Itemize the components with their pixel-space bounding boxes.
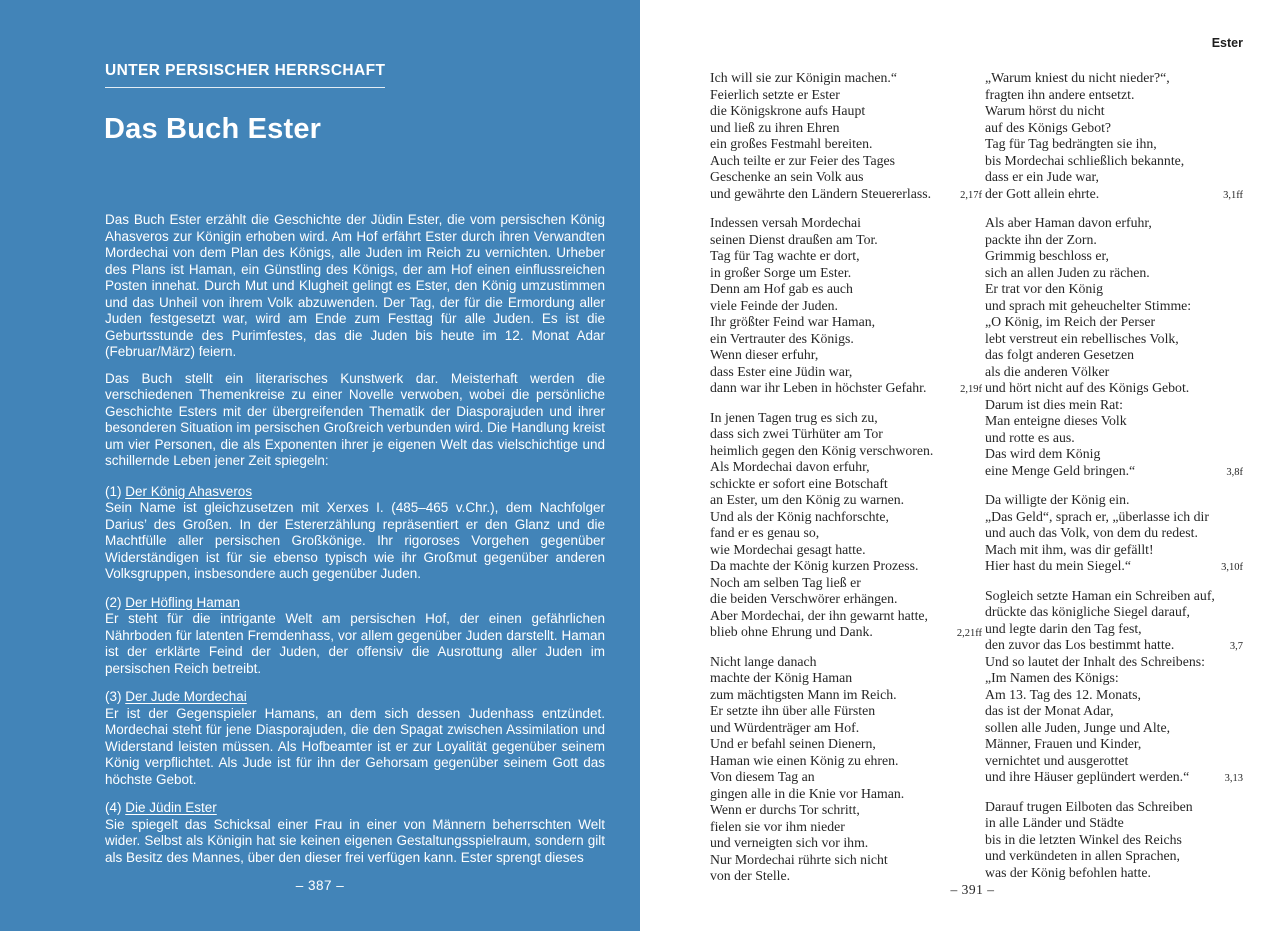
item-title: Der König Ahasveros [125,483,253,499]
verse-reference: 3,8f [1226,466,1243,478]
verse-line: ein Vertrauter des Königs. [710,330,854,346]
verse-line: fragten ihn andere entsetzt. [985,86,1135,102]
item-number: (4) [105,800,126,815]
stanza [985,588,1243,786]
verse-line: viele Feinde der Juden. [710,297,838,313]
verse-line: Auch teilte er zur Feier des Tages [710,152,895,168]
verse-line: Nicht lange danach [710,653,817,669]
verse-line: bis Mordechai schließlich bekannte, [985,152,1185,168]
verse-line: Warum hörst du nicht [985,103,1105,118]
verse-line: sollen alle Juden, Junge und Alte, [985,719,1171,735]
verse-line: und verkündeten in allen Sprachen, [985,848,1181,863]
section-header: UNTER PERSISCHER HERRSCHAFT [105,62,385,88]
character-item [105,800,605,866]
verse-line: Da willigte der König ein. [985,492,1130,507]
verse-line: Man enteigne dieses Volk [985,413,1127,428]
verse-line: lebt verstreut ein rebellisches Volk, [985,330,1179,346]
verse-line: fand er es genau so, [710,525,820,540]
stanza [985,215,1243,479]
verse-line: Ich will sie zur Königin machen.“ [710,70,897,85]
verse-line: und verneigten sich vor ihm. [710,835,869,850]
verse-line: Das wird dem König [985,446,1101,461]
verse-line: schickte er sofort eine Botschaft [710,475,888,491]
verse-line: Geschenke an sein Volk aus [710,169,864,184]
item-number: (2) [105,594,126,610]
verse-line: Und so lautet der Inhalt des Schreibens: [985,653,1205,669]
running-header: Ester [1211,36,1243,50]
verse-line: von der Stelle. [710,868,791,883]
verse-line: und legte darin den Tag fest, [985,620,1142,636]
verse-line: machte der König Haman [710,670,853,685]
verse-line: auf des Königs Gebot? [985,119,1112,135]
verse-line: Ihr größter Feind war Haman, [710,314,876,329]
verse-line: den zuvor das Los bestimmt hatte. 3,7 [985,637,1243,652]
verse-line: Männer, Frauen und Kinder, [985,736,1142,751]
verse-line: Mach mit ihm, was dir gefällt! [985,541,1154,557]
verse-line: Und er befahl seinen Dienern, [710,736,876,751]
verse-line: zum mächtigsten Mann im Reich. [710,686,897,702]
verse-line: seinen Dienst draußen am Tor. [710,231,878,247]
verse-reference: 3,10f [1221,562,1243,573]
item-body: Er ist der Gegenspieler Hamans, an dem sich dessen Judenhass entzündet. Mordechai steht für jene Diasporajuden, die den Spagat zwischen Assimilation und Widerstand leisten müssen. Als Hofbeamter ist er zur Loyalität gegenüber seinem König verpflichtet. Als Jude ist für ihn der Gehorsam gegenüber seinem Gott das höchste Gebot. [105,705,605,787]
stanza [985,70,1243,202]
verse-line: und ließ zu ihren Ehren [710,119,840,135]
item-body: Sein Name ist gleichzusetzen mit Xerxes I. (485–465 v.Chr.), dem Nachfolger Darius’ des Großen. In der Estererzählung repräsentiert er den Glanz und die Machtfülle aller persischen Großkönige. Ihr rigoroses Vorgehen gegenüber Widerständigen ist für sie ebenso typisch wie ihr Großmut gegenüber anderen Volksgruppen, insbesondere auch gegenüber Juden. [105,500,605,581]
verse-line: und gewährte den Ländern Steuererlass. 2,17f [710,185,982,201]
item-heading [105,595,605,612]
verse-line: der Gott allein ehrte. 3,1ff [985,185,1243,201]
verse-line: fielen sie vor ihm nieder [710,818,845,834]
character-item [105,689,605,788]
verse-line: Haman wie einen König zu ehren. [710,752,899,768]
verse-line: Als Mordechai davon erfuhr, [710,459,870,474]
introduction-text [105,212,605,878]
verse-line: eine Menge Geld bringen.“ 3,8f [985,462,1243,478]
left-page-number: – 387 – [295,878,345,893]
intro-paragraph: Das Buch Ester erzählt die Geschichte der Jüdin Ester, die vom persischen König Ahasveros zur Königin erhoben wird. Am Hof erfährt Ester durch ihren Verwandten Mordechai von dem Plan des Königs, alle Juden im Reich zu vernichten. Urheber des Plans ist Haman, ein Günstling des Königs, der am Hof einen einflussreichen Posten innehat. Durch Mut und Klugheit gelingt es Ester, den König umzustimmen und das Unheil von ihrem Volk abzuwenden. Der Tag, der für die Ermordung aller Juden festgesetzt war, wird am Ende zum Festtag für alle Juden. Es ist die Geburtsstunde des Purimfestes, das die Juden bis heute im 12. Monat Adar (Februar/März) feiern. [105,212,605,359]
verse-line: vernichtet und ausgerottet [985,752,1129,768]
verse-line: Tag für Tag bedrängten sie ihn, [985,136,1157,151]
verse-line: Aber Mordechai, der ihn gewarnt hatte, [710,607,928,623]
verse-column-left [710,70,982,898]
verse-line: in großer Sorge um Ester. [710,264,852,280]
right-page-number: – 391 – [950,882,995,897]
verse-line: Von diesem Tag an [710,769,815,784]
verse-line: die Königskrone aufs Haupt [710,103,866,118]
verse-line: Darauf trugen Eilboten das Schreiben [985,798,1193,814]
verse-line: das folgt anderen Gesetzen [985,347,1135,362]
verse-reference: 3,1ff [1223,189,1243,201]
stanza [710,410,982,641]
stanza [710,215,982,397]
verse-line: und auch das Volk, von dem du redest. [985,525,1198,540]
verse-line: und rotte es aus. [985,429,1075,445]
verse-line: Wenn dieser erfuhr, [710,347,819,362]
verse-line: „Das Geld“, sprach er, „überlasse ich dir [985,508,1209,524]
verse-line: die beiden Verschwörer erhängen. [710,591,898,606]
verse-line: bis in die letzten Winkel des Reichs [985,831,1182,847]
verse-reference: 3,7 [1229,641,1243,652]
verse-line: Darum ist dies mein Rat: [985,396,1123,412]
verse-line: Als aber Haman davon erfuhr, [985,215,1152,230]
verse-line: Indessen versah Mordechai [710,215,861,230]
verse-line: sich an allen Juden zu rächen. [985,264,1150,280]
item-heading [105,484,605,501]
verse-line: dass sich zwei Türhüter am Tor [710,426,883,441]
verse-line: als die anderen Völker [985,363,1110,379]
verse-line: Da machte der König kurzen Prozess. [710,558,919,573]
verse-line: ein großes Festmahl bereiten. [710,136,873,151]
intro-paragraphs [105,212,605,470]
verse-line: und Würdenträger am Hof. [710,719,860,735]
stanza [985,492,1243,575]
verse-reference: 2,19f [960,384,982,395]
verse-line: und hört nicht auf des Königs Gebot. [985,380,1190,395]
verse-line: „O König, im Reich der Perser [985,314,1156,329]
verse-line: „Warum kniest du nicht nieder?“, [985,70,1170,85]
verse-line: in alle Länder und Städte [985,815,1124,830]
item-title: Der Jude Mordechai [125,689,247,704]
character-item [105,484,605,583]
item-title: Der Höfling Haman [125,594,241,610]
verse-line: Er trat vor den König [985,281,1104,296]
verse-line: Feierlich setzte er Ester [710,86,840,102]
verse-line: Noch am selben Tag ließ er [710,574,861,590]
intro-paragraph: Das Buch stellt ein literarisches Kunstwerk dar. Meisterhaft werden die verschiedenen Themenkreise zu einer Novelle verwoben, wobei die persönliche Geschichte Esters mit der übergreifenden Thematik der Diasporajuden und ihrer besonderen Situation im persischen Großreich verbunden wird. Die Handlung kreist um vier Personen, die als Exponenten ihrer je eigenen Welt das vielschichtige und schillernde Leben jener Zeit spiegeln: [105,370,605,468]
stanza [710,70,982,202]
character-item [105,595,605,678]
verse-line: Hier hast du mein Siegel.“ 3,10f [985,558,1243,573]
verse-line: Nur Mordechai rührte sich nicht [710,851,888,867]
verse-line: blieb ohne Ehrung und Dank. 2,21ff [710,624,982,639]
verse-line: gingen alle in die Knie vor Haman. [710,785,905,801]
verse-line: Tag für Tag wachte er dort, [710,248,860,263]
verse-column-right [985,70,1243,894]
verse-reference: 2,21ff [956,628,982,639]
verse-line: Er setzte ihn über alle Fürsten [710,703,876,718]
stanza [710,654,982,885]
verse-reference: 3,13 [1224,773,1243,784]
character-items [105,484,605,867]
verse-line: Wenn er durchs Tor schritt, [710,802,860,817]
verse-line: drückte das königliche Siegel darauf, [985,604,1190,619]
verse-line: Sogleich setzte Haman ein Schreiben auf, [985,587,1215,603]
verse-reference: 2,17f [960,189,982,201]
verse-line: packte ihn der Zorn. [985,231,1097,247]
verse-line: dass er ein Jude war, [985,169,1099,184]
verse-line: das ist der Monat Adar, [985,703,1114,718]
item-heading [105,689,605,706]
verse-line: an Ester, um den König zu warnen. [710,492,905,507]
verse-line: was der König befohlen hatte. [985,864,1151,880]
verse-line: und ihre Häuser geplündert werden.“ 3,13 [985,769,1243,784]
verse-line: Denn am Hof gab es auch [710,281,853,296]
verse-line: wie Mordechai gesagt hatte. [710,541,866,557]
verse-line: In jenen Tagen trug es sich zu, [710,409,878,425]
verse-line: „Im Namen des Königs: [985,670,1119,685]
verse-line: dass Ester eine Jüdin war, [710,363,853,379]
item-heading [105,800,605,817]
verse-line: heimlich gegen den König verschworen. [710,442,934,458]
page-title: Das Buch Ester [104,113,322,145]
item-body: Er steht für die intrigante Welt am persischen Hof, der einen gefährlichen Nährboden für latenten Fremdenhass, vor allem gegenüber Juden darstellt. Haman ist der erklärte Feind der Juden, der offensiv die Ausrottung aller Juden im persischen Reich betreibt. [105,611,605,676]
verse-line: dann war ihr Leben in höchster Gefahr. 2,19f [710,380,982,395]
right-page [640,0,1280,931]
verse-line: Am 13. Tag des 12. Monats, [985,686,1141,702]
verse-line: Grimmig beschloss er, [985,248,1109,263]
item-number: (3) [105,689,126,704]
verse-line: Und als der König nachforschte, [710,508,889,524]
verse-line: und sprach mit geheuchelter Stimme: [985,297,1192,313]
item-number: (1) [105,483,126,499]
item-body: Sie spiegelt das Schicksal einer Frau in einer von Männern beherrschten Welt wider. Selbst als Königin hat sie keinen eigenen Gestaltungsspielraum, sondern gilt als Besitz des Mannes, über den dieser frei verfügen kann. Ester sprengt dieses [105,816,605,865]
item-title: Die Jüdin Ester [125,800,217,815]
stanza [985,799,1243,882]
